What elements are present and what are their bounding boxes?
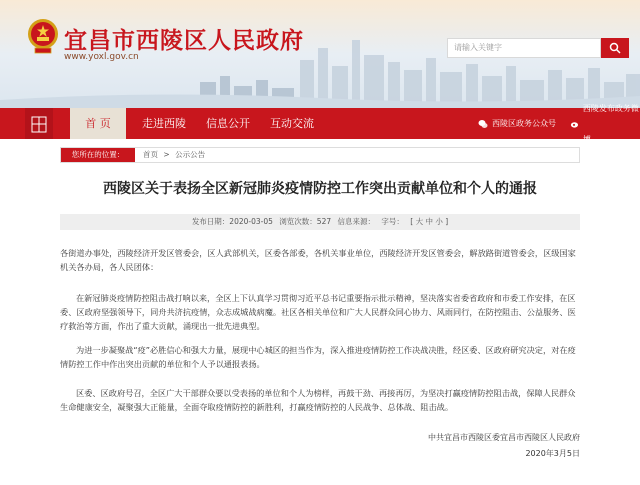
breadcrumb-path: [143, 148, 205, 162]
breadcrumb-notices[interactable]: 公示公告: [175, 150, 206, 159]
wechat-icon: [478, 119, 488, 129]
breadcrumb-label: 您所在的位置：: [61, 148, 135, 162]
article-title: 西陵区关于表扬全区新冠肺炎疫情防控工作突出贡献单位和个人的通报: [103, 181, 537, 197]
font-size-switcher[interactable]: [ 大 中 小 ]: [410, 217, 449, 226]
weibo-link[interactable]: [570, 103, 640, 144]
nav-item-interaction[interactable]: 互动交流: [270, 117, 314, 130]
wechat-link-label: 西陵区政务公众号: [492, 119, 556, 128]
article-paragraph: 各街道办事处，西陵经济开发区管委会，区人武部机关，区委各部委，各机关事业单位，西陵经济开发区管委会，解放路街道管委会，区级国家机关各办局，各人民团体：: [60, 248, 576, 272]
nav-item-about[interactable]: 走进西陵: [142, 117, 186, 130]
nav-item-public-info[interactable]: 信息公开: [206, 117, 250, 130]
main-nav: [0, 103, 640, 144]
breadcrumb: [60, 147, 580, 163]
nav-item-home[interactable]: 首 页: [70, 108, 126, 139]
info-source: 信息来源：: [337, 217, 376, 226]
wechat-link[interactable]: [478, 108, 556, 139]
article-paragraph: 区委、区政府号召，全区广大干部群众要以受表扬的单位和个人为榜样，再鼓干劲、再接再厉，为坚决打赢疫情防控阻击战，保障人民群众生命健康安全，凝聚强大正能量，全面夺取疫情防控的新胜利，打赢疫情防控的人民战争、总体战、阻击战。: [60, 388, 576, 412]
national-emblem-icon: [27, 18, 59, 54]
weibo-icon: [570, 119, 579, 129]
search-button[interactable]: [601, 38, 629, 58]
breadcrumb-home[interactable]: 首页: [143, 150, 158, 159]
view-count: 浏览次数：527: [279, 217, 332, 226]
article-date: 2020年3月5日: [525, 449, 580, 458]
article-signature: 中共宜昌市西陵区委宜昌市西陵区人民政府: [428, 433, 580, 442]
site-title: 宜昌市西陵区人民政府: [64, 27, 304, 54]
site-header: [0, 0, 640, 108]
article-paragraph: 为进一步凝聚战“疫”必胜信心和强大力量，展现中心城区的担当作为，深入推进疫情防控工作决战决胜，经区委、区政府研究决定，对在疫情防控工作中作出突出贡献的单位和个人予以通报表扬。: [60, 345, 576, 369]
publish-date: 发布日期：2020-03-05: [191, 217, 273, 226]
search-input[interactable]: 请输入关键字: [447, 38, 601, 58]
article-paragraph: 在新冠肺炎疫情防控阻击战打响以来，全区上下认真学习贯彻习近平总书记重要指示批示精神，坚决落实省委省政府和市委工作安排，在区委、区政府坚强领导下，同舟共济抗疫情，众志成城战病魔。社区各相关单位和广大人民群众同心协力、风雨同行，在防控阻击、公益服务、医疗救治等方面，作出了重大贡献，涌现出一批先进典型。: [60, 293, 576, 331]
font-size-label: 字号：: [381, 217, 404, 226]
site-url: www.yoxl.gov.cn: [64, 52, 139, 62]
weibo-link-label: 西陵发布政务微博: [582, 103, 639, 144]
article-meta: [60, 214, 580, 230]
search-icon: [609, 42, 621, 54]
building-icon: [30, 114, 48, 134]
breadcrumb-separator: >: [163, 150, 170, 159]
nav-logo: [25, 108, 53, 139]
